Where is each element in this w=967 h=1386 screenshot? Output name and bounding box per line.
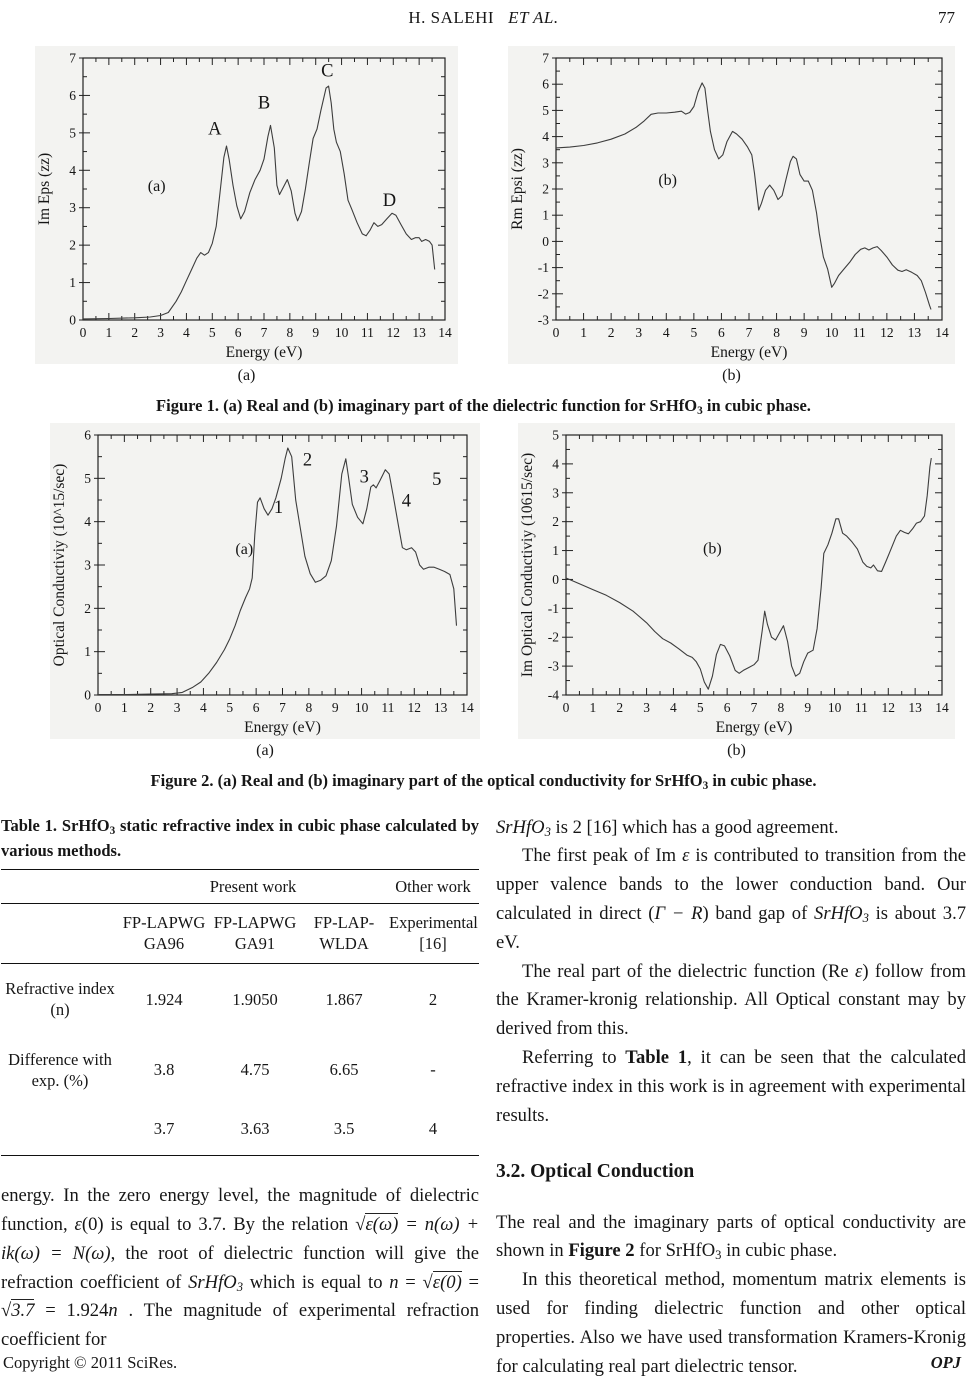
svg-text:7: 7 bbox=[69, 50, 76, 66]
table-corner-cell bbox=[1, 869, 119, 903]
svg-text:3: 3 bbox=[635, 325, 643, 340]
row-label: Difference with exp. (%) bbox=[8, 1049, 112, 1091]
svg-text:(a): (a) bbox=[235, 540, 254, 558]
svg-text:7: 7 bbox=[279, 699, 286, 715]
svg-text:2: 2 bbox=[607, 325, 615, 340]
svg-text:10: 10 bbox=[354, 699, 369, 715]
svg-text:3: 3 bbox=[84, 557, 91, 573]
svg-text:13: 13 bbox=[433, 699, 448, 715]
row-label bbox=[1, 1106, 119, 1156]
svg-text:1: 1 bbox=[273, 497, 284, 518]
figure-1b-plot bbox=[508, 46, 955, 364]
svg-text:2: 2 bbox=[69, 237, 76, 253]
svg-text:1: 1 bbox=[580, 325, 587, 340]
method-header-ga91: FP-LAPWG GA91 bbox=[209, 904, 301, 964]
table-row bbox=[1, 963, 479, 1034]
svg-text:6: 6 bbox=[542, 76, 549, 92]
paragraph: Referring to Table 1, it can be seen that the calculated refractive index in this work is in agreement with experimental results. bbox=[496, 1047, 966, 1126]
svg-text:Im Optical Conductiviy (10615/: Im Optical Conductiviy (10615/sec) bbox=[519, 452, 536, 677]
svg-text:6: 6 bbox=[69, 87, 76, 103]
svg-text:1: 1 bbox=[589, 699, 597, 715]
body-columns bbox=[1, 814, 966, 1382]
svg-text:12: 12 bbox=[386, 325, 401, 340]
svg-text:B: B bbox=[257, 93, 271, 114]
svg-text:-2: -2 bbox=[547, 629, 559, 645]
figure-1-sublabels bbox=[0, 367, 967, 385]
method-header-experimental: Experimental [16] bbox=[387, 904, 479, 964]
svg-text:-1: -1 bbox=[547, 600, 559, 616]
svg-text:6: 6 bbox=[234, 325, 242, 340]
svg-text:14: 14 bbox=[460, 699, 474, 715]
svg-text:5: 5 bbox=[696, 699, 704, 715]
svg-text:8: 8 bbox=[773, 325, 780, 340]
svg-text:1: 1 bbox=[542, 207, 549, 223]
table-row bbox=[1, 1035, 479, 1106]
svg-text:4: 4 bbox=[670, 699, 677, 715]
svg-text:8: 8 bbox=[305, 699, 313, 715]
svg-text:5: 5 bbox=[542, 102, 549, 118]
svg-text:6: 6 bbox=[723, 699, 731, 715]
svg-text:5: 5 bbox=[552, 427, 559, 443]
svg-text:2: 2 bbox=[542, 181, 549, 197]
cell: 2 bbox=[428, 989, 438, 1009]
paragraph: The real and the imaginary parts of optical conductivity are shown in Figure 2 for SrHfO3 in cubic phase. bbox=[496, 1211, 966, 1263]
svg-text:Energy (eV): Energy (eV) bbox=[715, 718, 793, 736]
svg-text:5: 5 bbox=[432, 469, 442, 490]
svg-text:13: 13 bbox=[908, 699, 922, 715]
svg-text:4: 4 bbox=[69, 162, 76, 178]
section-heading: 3.2. Optical Conduction bbox=[496, 1160, 695, 1182]
svg-text:-4: -4 bbox=[547, 687, 559, 703]
svg-text:4: 4 bbox=[542, 129, 549, 145]
paragraph: SrHfO3 is 2 [16] which has a good agreement. bbox=[496, 816, 839, 839]
cell: 4 bbox=[387, 1106, 479, 1156]
svg-text:3: 3 bbox=[359, 467, 369, 488]
svg-text:13: 13 bbox=[412, 325, 426, 340]
svg-text:4: 4 bbox=[183, 325, 190, 340]
svg-text:2: 2 bbox=[84, 600, 91, 616]
svg-text:0: 0 bbox=[94, 699, 102, 715]
svg-text:4: 4 bbox=[200, 699, 207, 715]
svg-text:0: 0 bbox=[542, 233, 549, 249]
svg-text:12: 12 bbox=[880, 325, 894, 340]
svg-text:-3: -3 bbox=[537, 312, 549, 328]
author-names: H. SALEHI bbox=[408, 8, 495, 27]
svg-text:5: 5 bbox=[208, 325, 216, 340]
svg-text:9: 9 bbox=[800, 325, 808, 340]
svg-text:11: 11 bbox=[360, 325, 374, 340]
table-group-header-row bbox=[1, 869, 479, 903]
svg-text:0: 0 bbox=[552, 571, 559, 587]
svg-text:3: 3 bbox=[173, 699, 181, 715]
svg-text:14: 14 bbox=[935, 325, 949, 340]
row-label: Refractive index (n) bbox=[5, 978, 115, 1020]
cell: 1.9050 bbox=[232, 989, 278, 1009]
svg-text:1: 1 bbox=[552, 542, 559, 558]
svg-text:6: 6 bbox=[718, 325, 725, 340]
present-work-header: Present work bbox=[119, 869, 387, 903]
svg-text:7: 7 bbox=[260, 325, 268, 340]
svg-text:0: 0 bbox=[79, 325, 87, 340]
figure-1b-sublabel: (b) bbox=[722, 367, 741, 384]
svg-text:4: 4 bbox=[552, 456, 559, 472]
svg-text:5: 5 bbox=[84, 470, 91, 486]
svg-text:11: 11 bbox=[852, 325, 866, 340]
cell: 1.867 bbox=[325, 989, 363, 1009]
journal-abbreviation: OPJ bbox=[930, 1353, 961, 1372]
svg-text:Energy (eV): Energy (eV) bbox=[244, 718, 321, 736]
svg-text:13: 13 bbox=[907, 325, 922, 340]
figure-2-caption: Figure 2. (a) Real and (b) imaginary part of the optical conductivity for SrHfO3 in cubic phase. bbox=[150, 770, 817, 792]
table-method-header-row bbox=[1, 904, 479, 964]
svg-text:10: 10 bbox=[827, 699, 842, 715]
svg-text:4: 4 bbox=[401, 491, 412, 512]
svg-text:1: 1 bbox=[105, 325, 113, 340]
page-footer bbox=[3, 1353, 961, 1373]
svg-text:8: 8 bbox=[286, 325, 294, 340]
figure-2-row bbox=[50, 423, 967, 739]
svg-text:5: 5 bbox=[690, 325, 698, 340]
svg-text:9: 9 bbox=[312, 325, 320, 340]
svg-text:8: 8 bbox=[777, 699, 785, 715]
paragraph: The first peak of Im ε is contributed to transition from the upper valence bands to the lower conduction band. Our calculated in direct (Γ − R) band gap of SrHfO3 is about 3.7 eV. bbox=[496, 845, 967, 953]
svg-text:C: C bbox=[321, 61, 334, 82]
svg-text:1: 1 bbox=[120, 699, 128, 715]
right-column bbox=[496, 814, 966, 1382]
figure-2-sublabels bbox=[0, 742, 967, 760]
method-header-empty bbox=[1, 904, 119, 964]
svg-text:5: 5 bbox=[69, 125, 76, 141]
copyright-text: Copyright © 2011 SciRes. bbox=[3, 1353, 178, 1372]
method-header-wlda: FP-LAP- WLDA bbox=[301, 904, 387, 964]
paragraph: energy. In the zero energy level, the magnitude of dielectric function, ε(0) is equal to 3.7. By the relation √ε(ω) = n(ω) + ik(ω) = N(ω), the root of dielectric function will give the refraction coefficient of SrHfO3 which is equal to n = √ε(0) = √3.7 = 1.924n . The magnitude of experimental refraction coefficient for bbox=[1, 1185, 479, 1351]
svg-text:3: 3 bbox=[552, 485, 559, 501]
svg-text:(b): (b) bbox=[703, 540, 722, 558]
svg-text:2: 2 bbox=[131, 325, 139, 340]
figure-1a-sublabel: (a) bbox=[237, 367, 256, 384]
figure-1-row bbox=[35, 46, 967, 364]
method-header-ga96: FP-LAPWG GA96 bbox=[119, 904, 209, 964]
svg-text:6: 6 bbox=[84, 427, 91, 443]
svg-text:0: 0 bbox=[84, 687, 91, 703]
table-row bbox=[1, 1106, 479, 1156]
svg-text:2: 2 bbox=[302, 450, 313, 471]
svg-text:3: 3 bbox=[643, 699, 650, 715]
svg-text:2: 2 bbox=[616, 699, 624, 715]
page-header bbox=[0, 0, 967, 38]
cell: - bbox=[430, 1060, 436, 1080]
svg-text:4: 4 bbox=[662, 325, 670, 340]
svg-text:1: 1 bbox=[84, 643, 91, 659]
cell: 4.75 bbox=[240, 1060, 270, 1080]
cell: 3.7 bbox=[119, 1106, 209, 1156]
svg-text:2: 2 bbox=[147, 699, 155, 715]
svg-text:14: 14 bbox=[935, 699, 949, 715]
cell: 3.8 bbox=[153, 1060, 175, 1080]
svg-text:Rm Epsi (zz): Rm Epsi (zz) bbox=[509, 148, 526, 230]
svg-text:7: 7 bbox=[542, 50, 549, 66]
svg-text:Optical Conductiviy (10^15/sec: Optical Conductiviy (10^15/sec) bbox=[51, 463, 68, 667]
table-1 bbox=[1, 869, 479, 1157]
svg-text:-2: -2 bbox=[537, 286, 549, 302]
svg-text:(b): (b) bbox=[658, 172, 677, 190]
svg-text:D: D bbox=[382, 190, 397, 211]
svg-text:Im Eps (zz): Im Eps (zz) bbox=[36, 152, 53, 226]
et-al: ET AL. bbox=[508, 8, 559, 27]
svg-text:Energy (eV): Energy (eV) bbox=[710, 344, 788, 361]
svg-text:9: 9 bbox=[331, 699, 339, 715]
figure-2a-sublabel: (a) bbox=[256, 741, 274, 759]
svg-text:6: 6 bbox=[252, 699, 260, 715]
svg-text:10: 10 bbox=[334, 325, 349, 340]
figure-1a-plot bbox=[35, 46, 458, 364]
svg-text:0: 0 bbox=[562, 699, 570, 715]
other-work-header: Other work bbox=[387, 869, 479, 903]
svg-text:12: 12 bbox=[407, 699, 422, 715]
svg-text:14: 14 bbox=[438, 325, 452, 340]
svg-text:2: 2 bbox=[552, 513, 559, 529]
paragraph: In this theoretical method, momentum matrix elements is used for finding dielectric function and other optical properties. Also we have used transformation Kramers-Kronig for calculating real part dielectric tensor. bbox=[496, 1269, 966, 1377]
running-title bbox=[0, 8, 967, 28]
svg-text:10: 10 bbox=[824, 325, 839, 340]
svg-text:12: 12 bbox=[881, 699, 896, 715]
svg-text:1: 1 bbox=[69, 275, 76, 291]
svg-text:11: 11 bbox=[381, 699, 395, 715]
figure-2b-sublabel: (b) bbox=[727, 741, 746, 759]
svg-text:A: A bbox=[208, 119, 222, 140]
svg-text:(a): (a) bbox=[147, 177, 166, 195]
svg-text:3: 3 bbox=[157, 325, 164, 340]
svg-text:-3: -3 bbox=[547, 658, 559, 674]
svg-text:7: 7 bbox=[745, 325, 753, 340]
cell: 6.65 bbox=[329, 1060, 359, 1080]
figure-2b-plot bbox=[518, 423, 955, 739]
svg-text:9: 9 bbox=[804, 699, 812, 715]
figure-2a-plot bbox=[50, 423, 480, 739]
table-1-caption: Table 1. SrHfO3 static refractive index in cubic phase calculated by various methods. bbox=[1, 815, 479, 860]
svg-text:0: 0 bbox=[552, 325, 560, 340]
cell: 1.924 bbox=[145, 989, 183, 1009]
svg-text:0: 0 bbox=[69, 312, 76, 328]
page-number: 77 bbox=[938, 8, 955, 27]
svg-text:4: 4 bbox=[84, 513, 91, 529]
svg-text:5: 5 bbox=[226, 699, 234, 715]
svg-text:11: 11 bbox=[854, 699, 868, 715]
figure-1-caption: Figure 1. (a) Real and (b) imaginary part of the dielectric function for SrHfO3 in cubic phase. bbox=[156, 396, 811, 417]
svg-text:7: 7 bbox=[750, 699, 758, 715]
paragraph: The real part of the dielectric function (Re ε) follow from the Kramer-kronig relationship. All Optical constant may by derived from this. bbox=[496, 960, 966, 1040]
svg-text:-1: -1 bbox=[537, 260, 549, 276]
left-column bbox=[1, 814, 479, 1382]
cell: 3.63 bbox=[209, 1106, 301, 1156]
svg-text:Energy (eV): Energy (eV) bbox=[225, 344, 303, 361]
cell: 3.5 bbox=[301, 1106, 387, 1156]
svg-text:3: 3 bbox=[69, 200, 76, 216]
svg-text:3: 3 bbox=[542, 155, 549, 171]
